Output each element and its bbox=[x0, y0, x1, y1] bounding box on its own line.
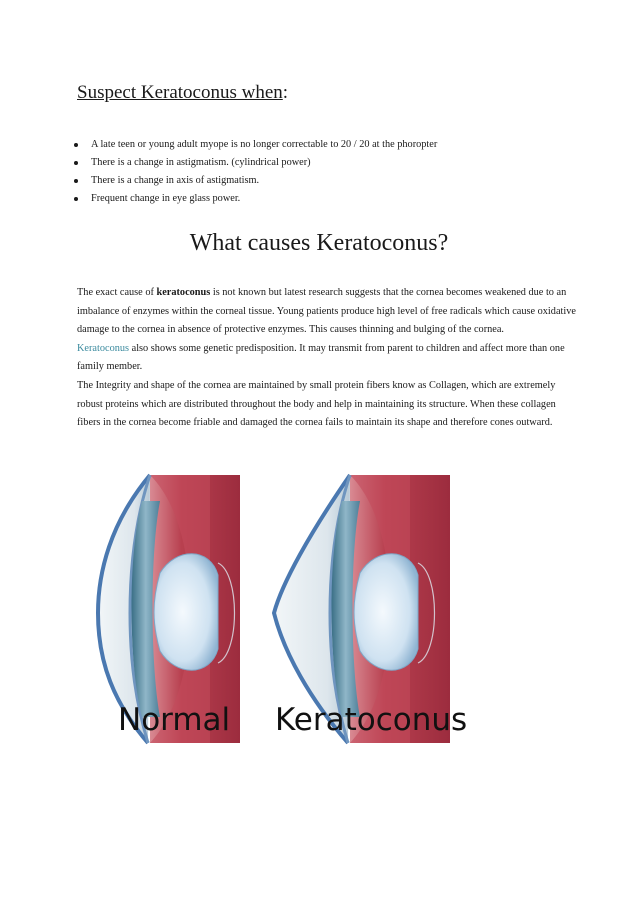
paragraph: The exact cause of keratoconus is not known but latest research suggests that the cornea becomes weakened due to an imbalance of enzymes within the corneal tissue. Young patients produce high level of free radicals which cause oxidative damage to the cornea in absence of protective enzymes. This causes thinning and bulging of the cornea. bbox=[77, 287, 576, 336]
normal-label: Normal bbox=[118, 702, 231, 738]
keratoconus-link[interactable]: Keratoconus bbox=[77, 342, 130, 354]
list-item: There is a change in astigmatism. (cylindrical power) bbox=[60, 154, 437, 172]
list-item: A late teen or young adult myope is no longer correctable to 20 / 20 at the phoropter bbox=[60, 136, 437, 154]
causes-body bbox=[77, 284, 577, 433]
list-item: Frequent change in eye glass power. bbox=[60, 190, 437, 208]
bullet-icon bbox=[74, 179, 78, 183]
bullet-icon bbox=[74, 161, 78, 165]
list-item: There is a change in axis of astigmatism. bbox=[60, 172, 437, 190]
suspect-list bbox=[60, 136, 437, 208]
page-title: What causes Keratoconus? bbox=[189, 230, 449, 256]
bullet-icon bbox=[74, 197, 78, 201]
keratoconus-label: Keratoconus bbox=[275, 702, 468, 738]
paragraph: Keratoconus also shows some genetic predisposition. It may transmit from parent to children and affect more than one family member. bbox=[77, 342, 565, 373]
bullet-icon bbox=[74, 143, 78, 147]
paragraph: The Integrity and shape of the cornea are maintained by small protein fibers know as Collagen, which are extremely robust proteins which are distributed throughout the body and help in maintaining its structure. When these collagen fibers in the cornea become friable and damaged the cornea fails to maintain its shape and therefore cones outward. bbox=[77, 379, 556, 429]
suspect-heading: Suspect Keratoconus when: bbox=[77, 82, 289, 103]
